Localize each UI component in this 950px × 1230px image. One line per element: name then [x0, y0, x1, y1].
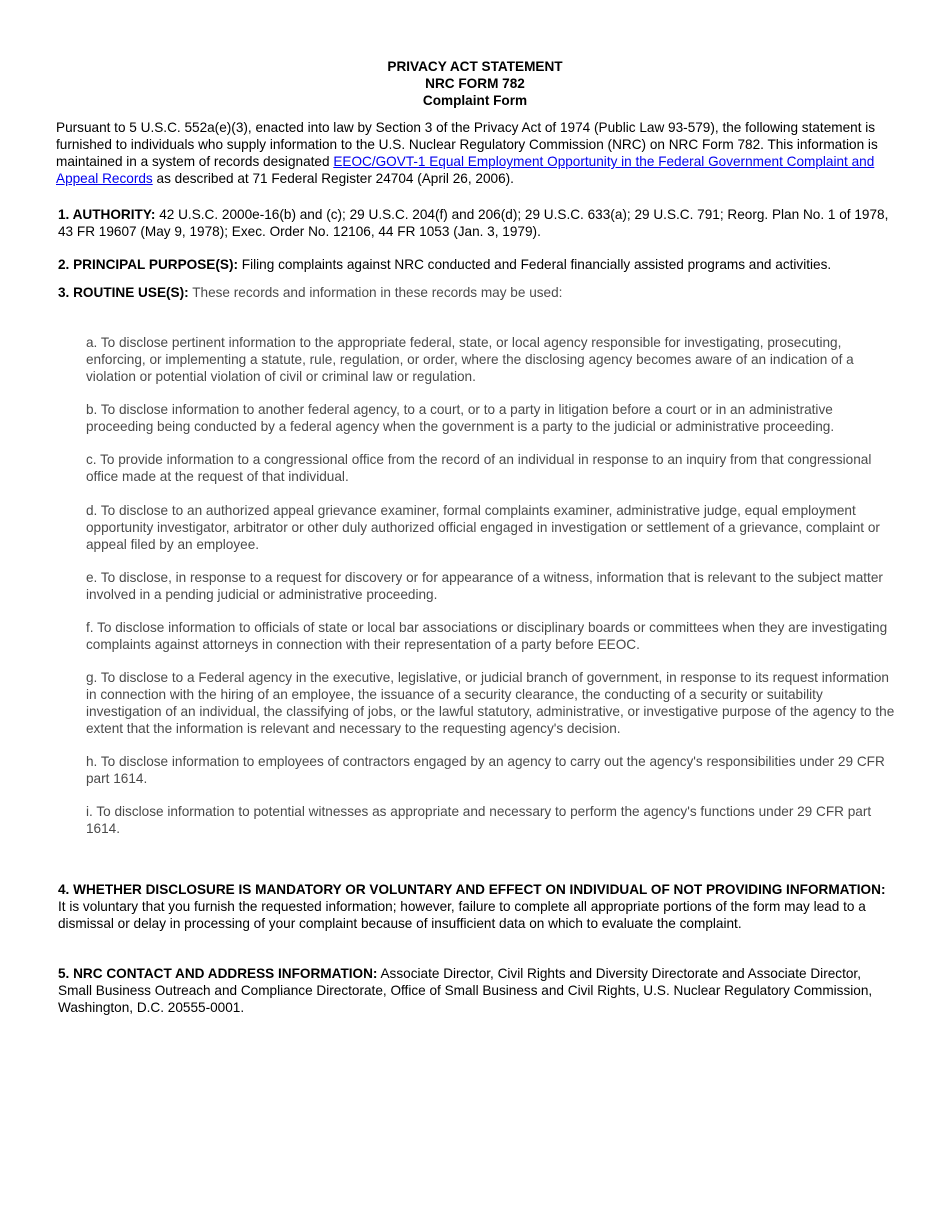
routine-use-item-e: e. To disclose, in response to a request for discovery or for appearance of a witness, information that is relevant to the subject matter involved in a pending judicial or administrative proceeding.	[86, 570, 883, 602]
title-line-privacy-act: PRIVACY ACT STATEMENT	[387, 59, 563, 74]
routine-use-item-a: a. To disclose pertinent information to the appropriate federal, state, or local agency responsible for investigating, prosecuting, enforcing, or implementing a statute, rule, regulation, or order, where the disclosing agency becomes aware of an indication of a violation or potential violation of civil or criminal law or regulation.	[86, 335, 854, 384]
disclosure-body: It is voluntary that you furnish the requested information; however, failure to complete all appropriate portions of the form may lead to a dismissal or delay in processing of your complaint because of insufficient data on which to evaluate the complaint.	[58, 899, 866, 931]
routine-use-item-c: c. To provide information to a congressional office from the record of an individual in response to an inquiry from that congressional office made at the request of that individual.	[86, 452, 872, 484]
section-disclosure	[58, 881, 896, 932]
routine-uses-body: These records and information in these records may be used:	[188, 285, 563, 300]
authority-body: 42 U.S.C. 2000e-16(b) and (c); 29 U.S.C. 204(f) and 206(d); 29 U.S.C. 633(a); 29 U.S.C. 791; Reorg. Plan No. 1 of 1978, 43 FR 19607 (May 9, 1978); Exec. Order No. 12106, 44 FR 1053 (Jan. 3, 1979).	[58, 207, 889, 239]
purpose-heading: 2. PRINCIPAL PURPOSE(S):	[58, 257, 239, 272]
routine-use-item-i: i. To disclose information to potential witnesses as appropriate and necessary to perform the agency's functions under 29 CFR part 1614.	[86, 804, 872, 836]
routine-use-item-h: h. To disclose information to employees of contractors engaged by an agency to carry out the agency's responsibilities under 29 CFR part 1614.	[86, 754, 885, 786]
disclosure-heading: 4. WHETHER DISCLOSURE IS MANDATORY OR VOLUNTARY AND EFFECT ON INDIVIDUAL OF NOT PROVIDING INFORMATION:	[58, 882, 886, 897]
title-line-form-number: NRC FORM 782	[425, 76, 525, 91]
intro-text-before-link: Pursuant to 5 U.S.C. 552a(e)(3), enacted into law by Section 3 of the Privacy Act of 1974 (Public Law 93-579), the following statement is furnished to individuals who supply information to the U.S. Nuclear Regulatory Commission (NRC) on NRC Form 782. This information is maintained in a system of records designated	[56, 120, 878, 169]
section-contact	[58, 965, 896, 1016]
authority-heading: 1. AUTHORITY:	[58, 207, 156, 222]
section-principal-purpose	[58, 256, 896, 273]
routine-use-item-f: f. To disclose information to officials of state or local bar associations or disciplinary boards or committees when they are investigating complaints against attorneys in connection with their representation of a party before EEOC.	[86, 620, 888, 652]
document-title	[0, 58, 950, 109]
intro-text-after-link: as described at 71 Federal Register 24704 (April 26, 2006).	[152, 171, 514, 186]
system-of-records-link[interactable]: EEOC/GOVT-1 Equal Employment Opportunity in the Federal Government Complaint and Appeal Records	[56, 154, 875, 186]
routine-use-item-b: b. To disclose information to another federal agency, to a court, or to a party in litigation before a court or in an administrative proceeding being conducted by a federal agency when the government is a party to the judicial or administrative proceeding.	[86, 402, 835, 434]
intro-paragraph	[56, 119, 898, 187]
section-authority	[58, 206, 896, 240]
contact-heading: 5. NRC CONTACT AND ADDRESS INFORMATION:	[58, 966, 378, 981]
routine-use-item-g: g. To disclose to a Federal agency in the executive, legislative, or judicial branch of government, in response to its request information in connection with the hiring of an employee, the issuance of a security clearance, the conducting of a security or suitability investigation of an individual, the classifying of jobs, or the lawful statutory, administrative, or investigative purpose of the agency to the extent that the information is relevant and necessary to the requesting agency's decision.	[86, 670, 895, 736]
routine-uses-heading: 3. ROUTINE USE(S):	[58, 285, 189, 300]
contact-body: Associate Director, Civil Rights and Diversity Directorate and Associate Director, Small Business Outreach and Compliance Directorate, Office of Small Business and Civil Rights, U.S. Nuclear Regulatory Commission, Washington, D.C. 20555-0001.	[58, 966, 873, 1015]
purpose-body: Filing complaints against NRC conducted and Federal financially assisted programs and activities.	[238, 257, 832, 272]
title-line-form-name: Complaint Form	[422, 93, 528, 108]
section-routine-uses	[58, 284, 896, 301]
routine-use-item-d: d. To disclose to an authorized appeal grievance examiner, formal complaints examiner, administrative judge, equal employment opportunity investigator, arbitrator or other duly authorized official engaged in investigation or settlement of a grievance, complaint or appeal filed by an employee.	[86, 503, 880, 552]
